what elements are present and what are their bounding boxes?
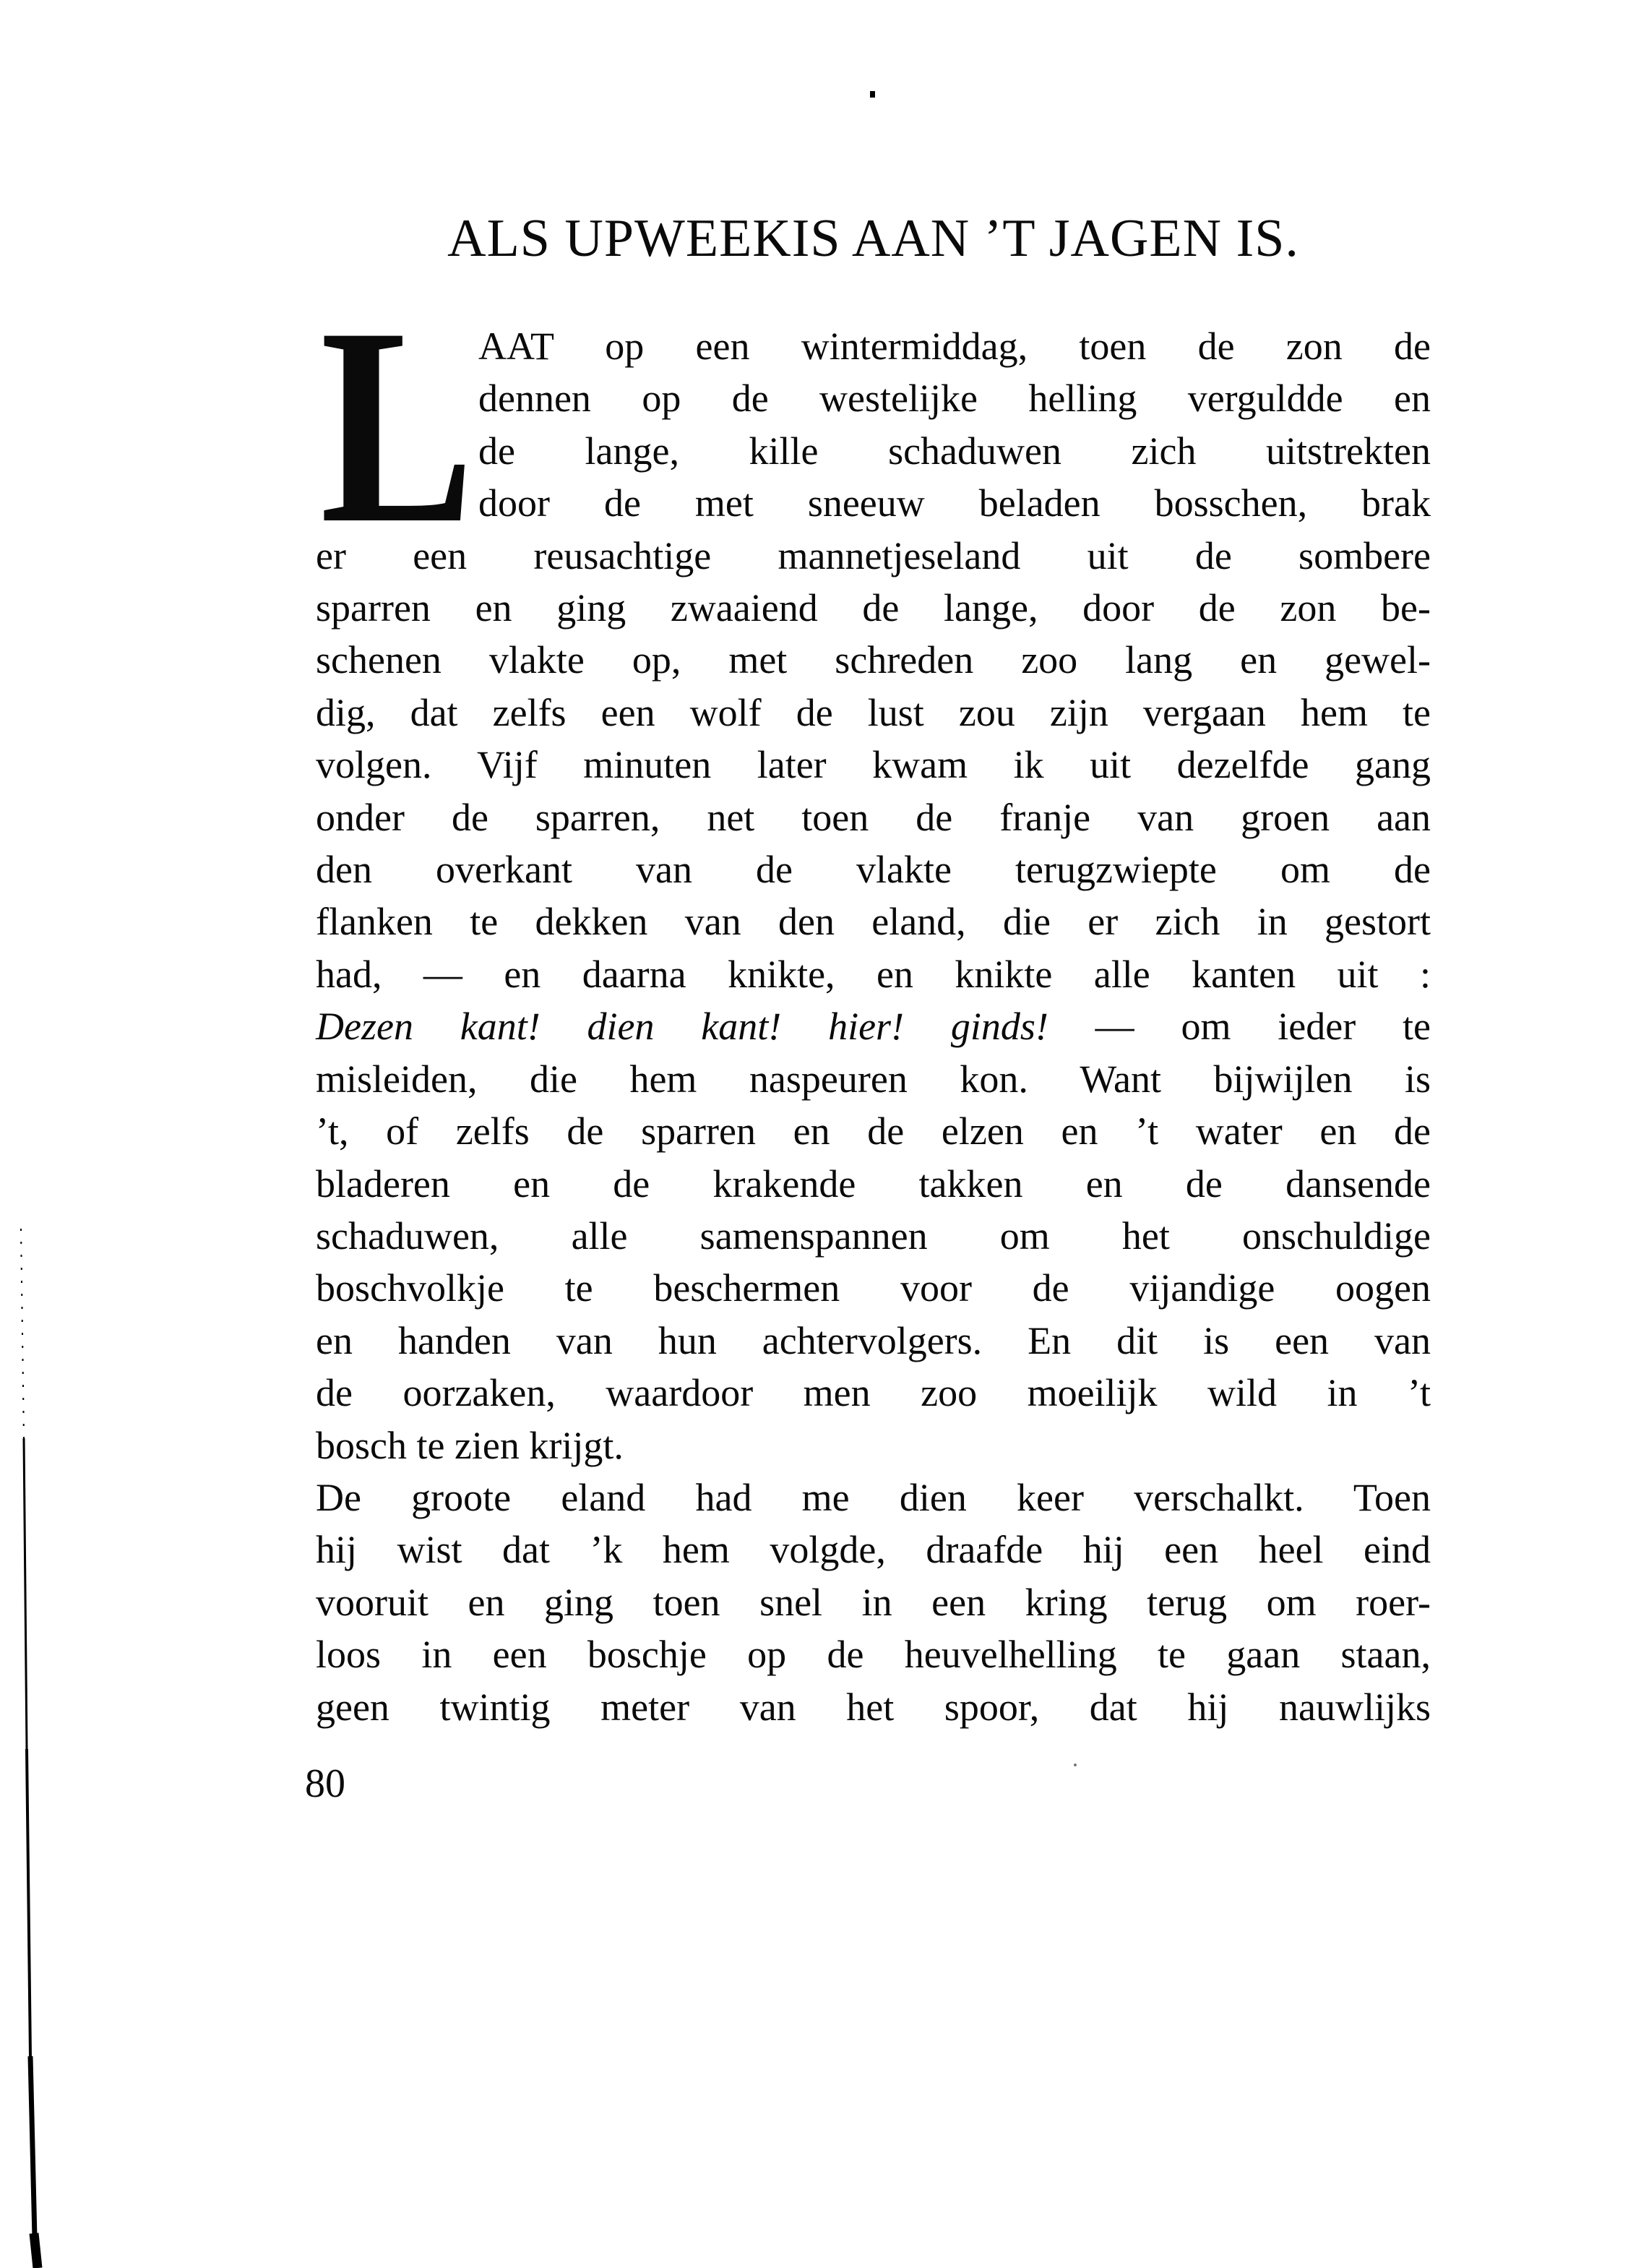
- text-line: boschvolkje te beschermen voor de vijandige oogen: [316, 1266, 1431, 1310]
- text-line: den overkant van de vlakte terugzwiepte om de: [316, 848, 1431, 892]
- page-content: [305, 209, 1431, 1806]
- text-line: bosch te zien krijgt.: [316, 1423, 624, 1467]
- text-run: — om ieder te: [1048, 1005, 1431, 1049]
- drop-cap-letter: L: [320, 270, 475, 582]
- text-line-emphasis: [316, 1000, 1431, 1052]
- text-line: misleiden, die hem naspeuren kon. Want bijwijlen is: [316, 1057, 1431, 1101]
- text-line: hij wist dat ’k hem volgde, draafde hij een heel eind: [316, 1528, 1431, 1572]
- text-line: had, — en daarna knikte, en knikte alle kanten uit :: [316, 952, 1431, 996]
- text-line: schaduwen, alle samenspannen om het onschuldige: [316, 1214, 1431, 1258]
- text-line: onder de sparren, net toen de franje van groen aan: [316, 795, 1431, 839]
- text-line: en handen van hun achtervolgers. En dit is een van: [316, 1318, 1431, 1362]
- text-line: volgen. Vijf minuten later kwam ik uit dezelfde gang: [316, 743, 1431, 787]
- text-line: er een reusachtige mannetjeseland uit de sombere: [316, 533, 1431, 577]
- text-line: de oorzaken, waardoor men zoo moeilijk wild in ’t: [316, 1371, 1431, 1415]
- text-line: schenen vlakte op, met schreden zoo lang en gewel-: [316, 638, 1431, 682]
- text-line: loos in een boschje op de heuvelhelling te gaan staan,: [316, 1633, 1431, 1677]
- text-line: bladeren en de krakende takken en de dansende: [316, 1161, 1431, 1206]
- text-line: flanken te dekken van den eland, die er zich in gestort: [316, 900, 1431, 944]
- chapter-title: ALS UPWEEKIS AAN ’T JAGEN IS.: [447, 209, 1299, 268]
- emphasized-phrase: Dezen kant! dien kant! hier! ginds!: [316, 1005, 1048, 1049]
- text-line: AAT op een wintermiddag, toen de zon de: [478, 325, 1431, 368]
- text-line: sparren en ging zwaaiend de lange, door de zon be-: [316, 586, 1431, 630]
- text-line: geen twintig meter van het spoor, dat hij nauwlijks: [316, 1685, 1431, 1729]
- text-line: De groote eland had me dien keer verschalkt. Toen: [316, 1475, 1431, 1519]
- scan-speck: [1074, 1764, 1077, 1766]
- scan-speck: [870, 91, 875, 98]
- text-line: dennen op de westelijke helling verguldde en: [478, 377, 1431, 421]
- text-line: vooruit en ging toen snel in een kring terug om roer-: [316, 1580, 1431, 1624]
- text-line: door de met sneeuw beladen bosschen, brak: [478, 481, 1431, 525]
- text-line: de lange, kille schaduwen zich uitstrekten: [478, 429, 1431, 473]
- body-text: [316, 270, 1431, 1733]
- text-line: ’t, of zelfs de sparren en de elzen en ’t water en de: [316, 1109, 1431, 1154]
- text-line: dig, dat zelfs een wolf de lust zou zijn vergaan hem te: [316, 690, 1431, 734]
- page-number: 80: [305, 1761, 345, 1806]
